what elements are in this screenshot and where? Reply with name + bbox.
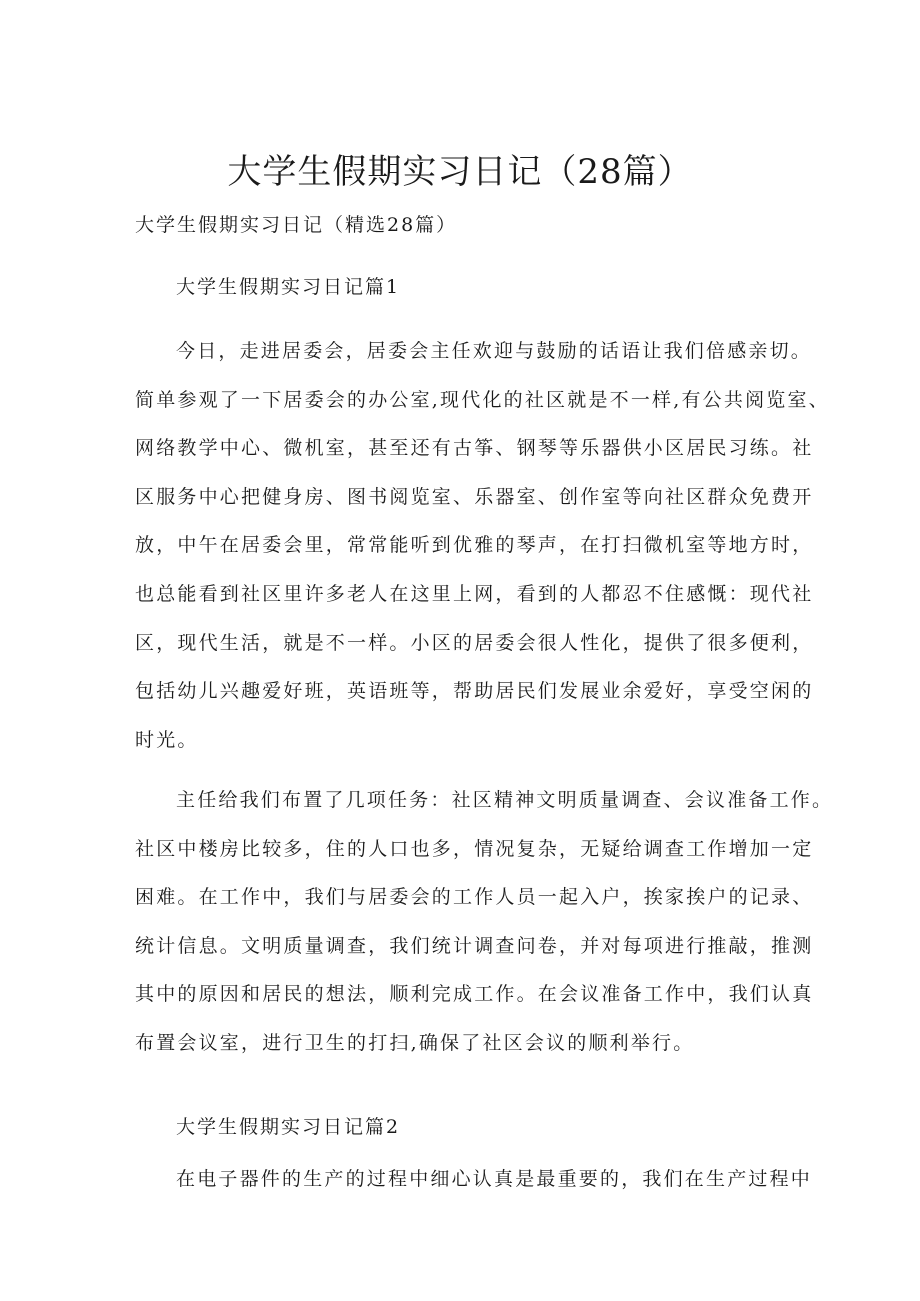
paragraph-line: 统计信息。文明质量调查，我们统计调查问卷，并对每项进行推敲，推测 (135, 934, 814, 957)
paragraph-line: 网络教学中心、微机室，甚至还有古筝、钢琴等乐器供小区居民习练。社 (135, 437, 814, 460)
document-title: 大学生假期实习日记（28篇） (227, 152, 693, 192)
section-heading-1: 大学生假期实习日记篇1 (176, 276, 401, 298)
paragraph-line: 社区中楼房比较多，住的人口也多，情况复杂，无疑给调查工作增加一定 (135, 837, 814, 860)
paragraph-line: 时光。 (135, 728, 199, 751)
paragraph-line: 主任给我们布置了几项任务：社区精神文明质量调查、会议准备工作。 (176, 789, 834, 811)
paragraph-line: 其中的原因和居民的想法，顺利完成工作。在会议准备工作中，我们认真 (135, 983, 814, 1006)
paragraph-line: 也总能看到社区里许多老人在这里上网，看到的人都忍不住感慨：现代社 (135, 582, 814, 605)
section-2-paragraph-1 (135, 1155, 813, 1204)
paragraph-line: 包括幼儿兴趣爱好班，英语班等，帮助居民们发展业余爱好，享受空闲的 (135, 680, 814, 703)
paragraph-line: 困难。在工作中，我们与居委会的工作人员一起入户，挨家挨户的记录、 (135, 886, 814, 909)
paragraph-line: 今日，走进居委会，居委会主任欢迎与鼓励的话语让我们倍感亲切。 (176, 340, 813, 362)
paragraph-line: 区服务中心把健身房、图书阅览室、乐器室、创作室等向社区群众免费开 (135, 485, 814, 508)
paragraph-line: 在电子器件的生产的过程中细心认真是最重要的，我们在生产过程中 (176, 1168, 813, 1190)
paragraph-line: 区，现代生活，就是不一样。小区的居委会很人性化，提供了很多便利， (135, 631, 814, 654)
paragraph-line: 布置会议室，进行卫生的打扫,确保了社区会议的顺利举行。 (135, 1031, 695, 1054)
section-1-paragraph-2 (135, 776, 834, 1068)
section-heading-2: 大学生假期实习日记篇2 (176, 1116, 401, 1138)
document-subtitle: 大学生假期实习日记（精选28篇） (135, 214, 458, 236)
paragraph-line: 简单参观了一下居委会的办公室,现代化的社区就是不一样,有公共阅览室、 (135, 388, 830, 411)
paragraph-line: 放，中午在居委会里，常常能听到优雅的琴声，在打扫微机室等地方时， (135, 534, 814, 557)
section-1-paragraph-1 (135, 327, 830, 764)
